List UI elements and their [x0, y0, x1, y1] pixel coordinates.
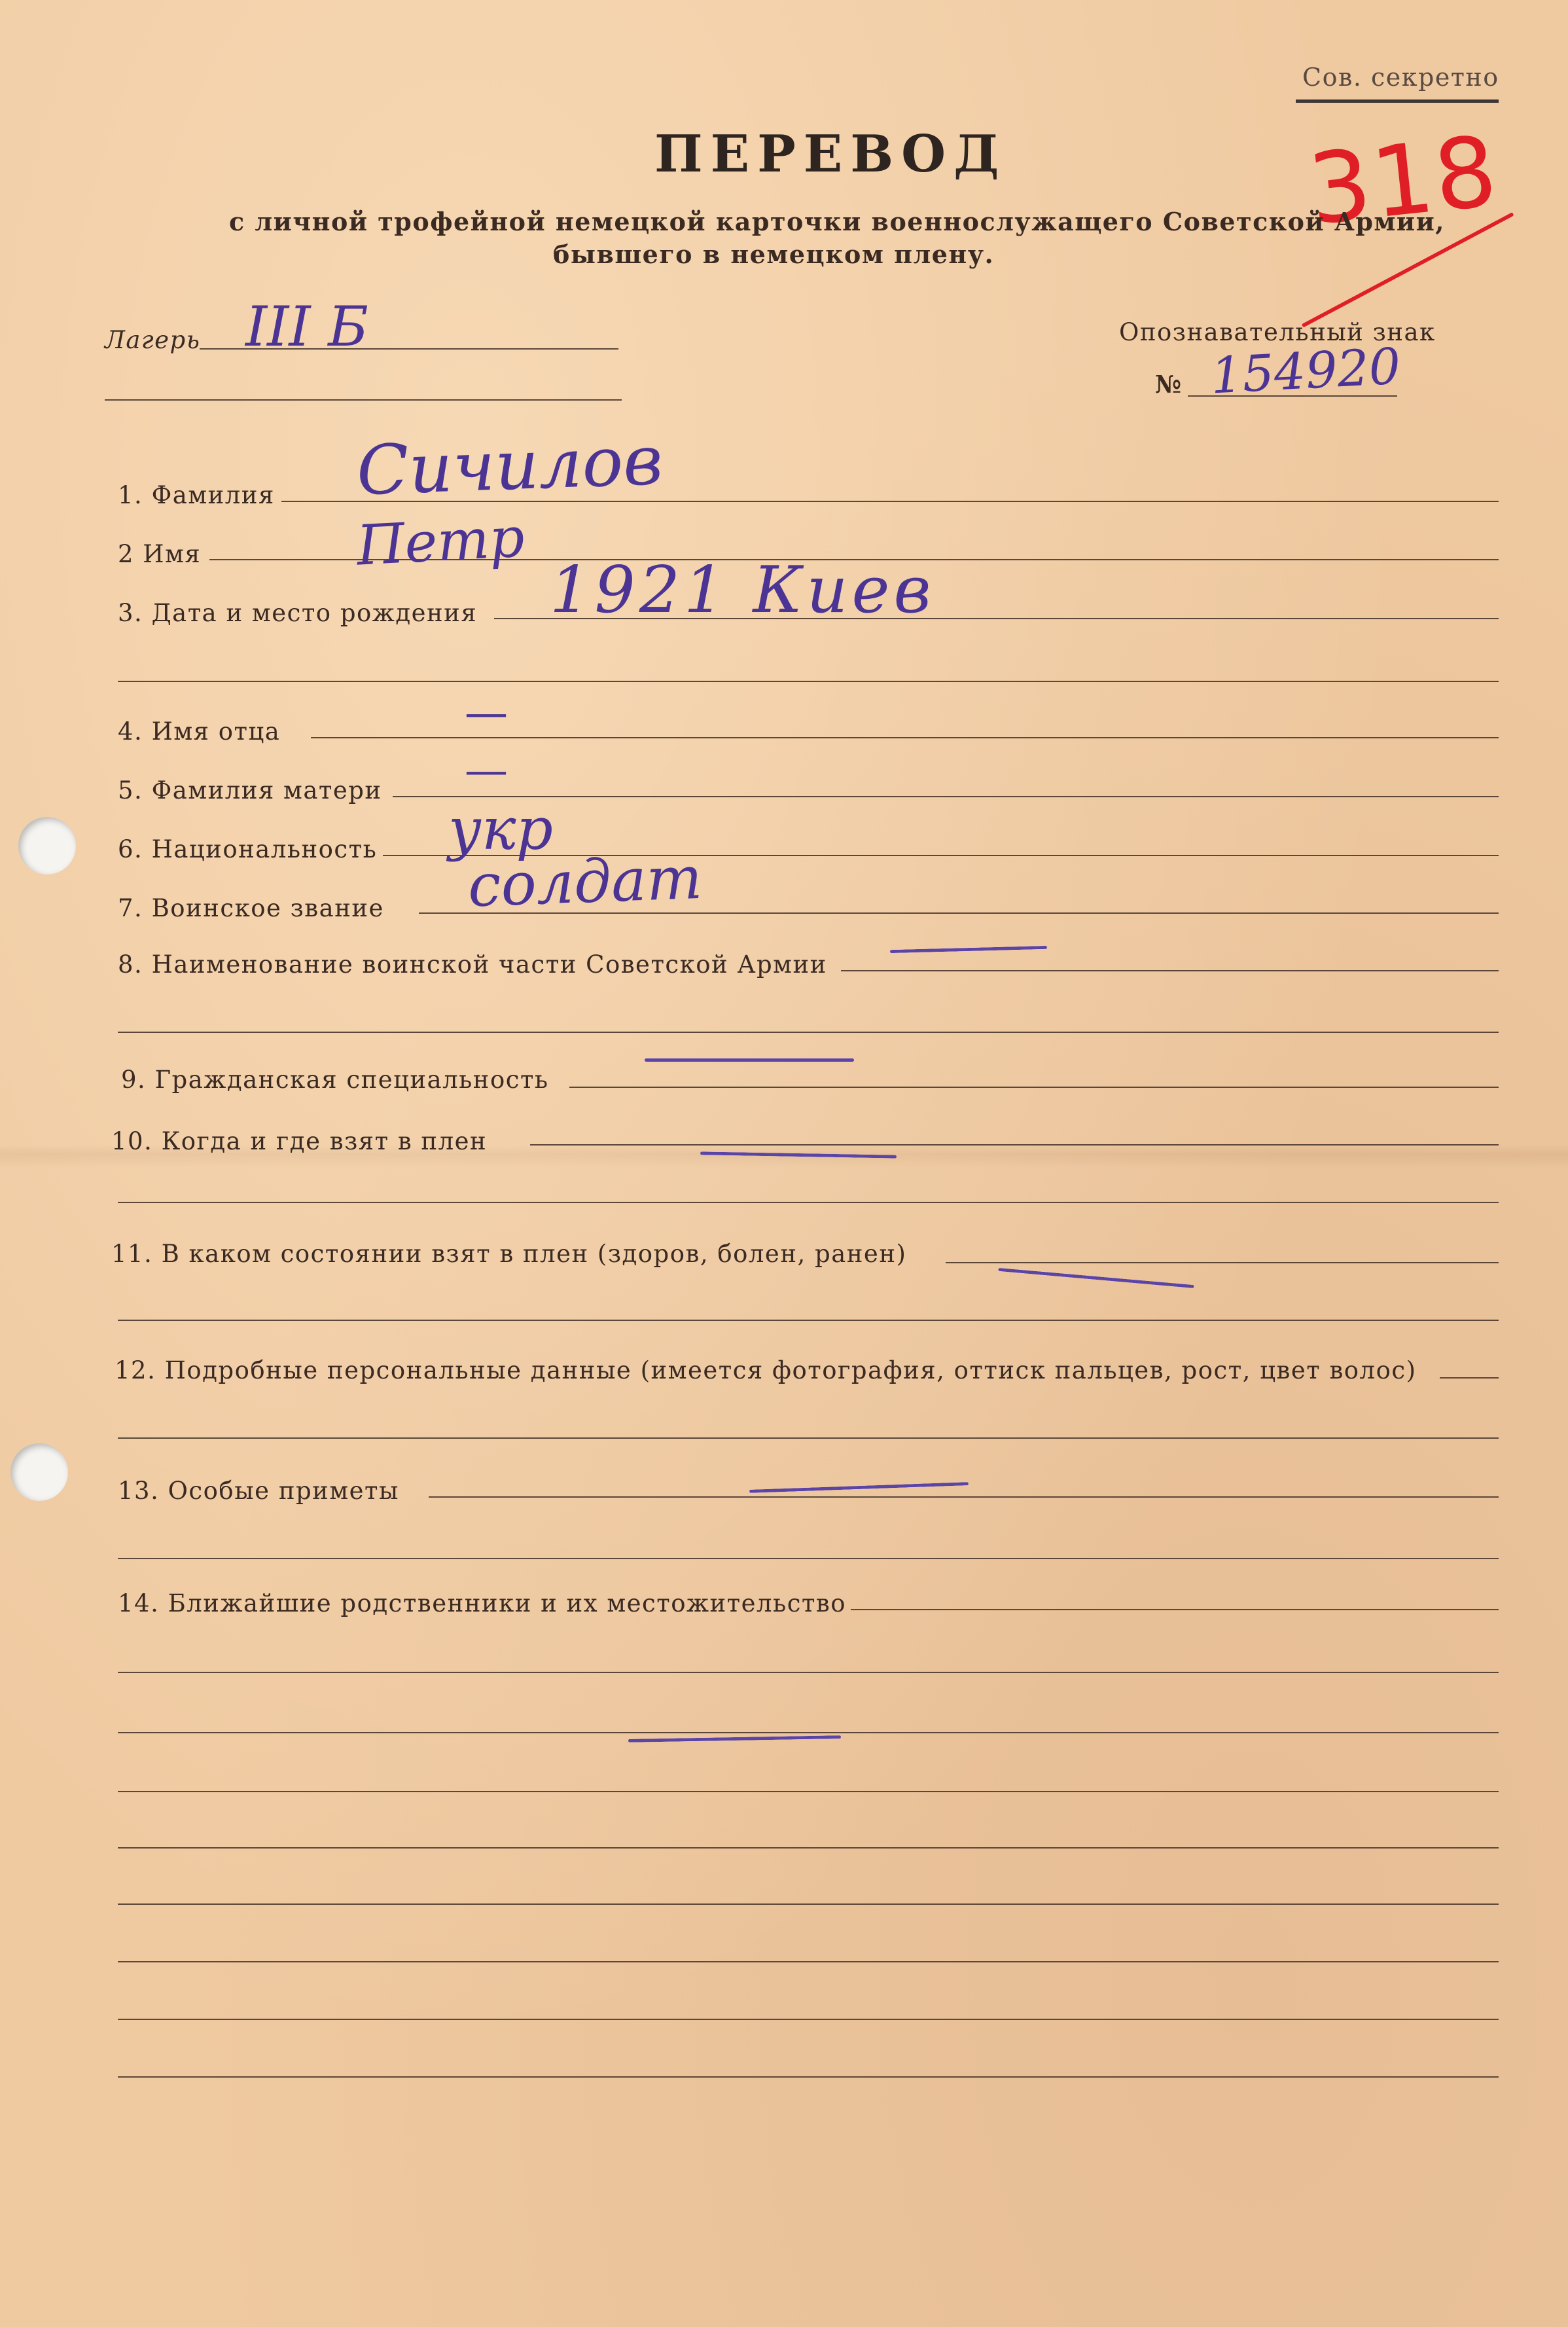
camp-line-2 [105, 399, 622, 401]
field-12-line-2 [118, 1437, 1499, 1439]
punch-hole-bottom [10, 1443, 68, 1501]
field-1-value: Сичилов [355, 420, 664, 511]
field-14-label: 14. Ближайшие родственники и их местожительство [118, 1589, 846, 1617]
field-1-label: 1. Фамилия [118, 481, 275, 509]
field-4-value: — [465, 687, 508, 738]
field-10-line-2 [118, 1202, 1499, 1203]
stamp-number: 318 [1303, 115, 1503, 247]
field-7-value: солдат [467, 843, 704, 921]
subtitle-line-1: с личной трофейной немецкой карточки военнослужащего Советской Армии, [229, 207, 1446, 236]
field-14-line [851, 1609, 1499, 1610]
id-number-value: 154920 [1209, 336, 1402, 405]
field-11-line-2 [118, 1320, 1499, 1321]
camp-label: Лагерь [105, 326, 201, 354]
field-6-value: укр [448, 795, 553, 863]
punch-hole-top [18, 817, 76, 875]
blank-line-1 [118, 1672, 1499, 1673]
field-8-line-2 [118, 1032, 1499, 1033]
field-9-label: 9. Гражданская специальность [121, 1066, 549, 1094]
blank-line-6 [118, 1961, 1499, 1962]
field-13-line [429, 1496, 1499, 1498]
blank-line-2 [118, 1732, 1499, 1733]
field-8-line [841, 970, 1499, 971]
classification-underline [1296, 99, 1499, 103]
field-9-dash [645, 1058, 854, 1062]
field-11-line [946, 1262, 1499, 1263]
field-8-dash [890, 946, 1047, 953]
blank-line-3 [118, 1791, 1499, 1792]
field-3-value: 1921 Киев [550, 553, 935, 628]
field-11-label: 11. В каком состоянии взят в плен (здоров, болен, ранен) [111, 1240, 907, 1268]
field-2-value: Петр [355, 505, 526, 578]
field-10-line [530, 1144, 1499, 1145]
field-2-label: 2 Имя [118, 540, 202, 568]
number-sign: № [1155, 370, 1183, 399]
subtitle-line-2: бывшего в немецком плену. [553, 240, 995, 269]
field-13-line-2 [118, 1558, 1499, 1559]
camp-value: III Б [245, 295, 368, 359]
field-12-label: 12. Подробные персональные данные (имеется фотография, оттиск пальцев, рост, цвет волос) [115, 1356, 1417, 1384]
classification-label: Сов. секретно [1302, 63, 1499, 92]
field-5-value: — [465, 745, 508, 795]
page-title: ПЕРЕВОД [654, 124, 1007, 184]
field-10-dash [700, 1151, 897, 1158]
blank-line-4 [118, 1847, 1499, 1849]
field-5-line [393, 796, 1499, 797]
field-11-dash [998, 1268, 1194, 1288]
field-7-label: 7. Воинское звание [118, 894, 384, 922]
field-8-label: 8. Наименование воинской части Советской Армии [118, 950, 827, 979]
field-6-label: 6. Национальность [118, 835, 378, 863]
id-mark-label: Опознавательный знак [1119, 318, 1436, 346]
field-10-label: 10. Когда и где взят в плен [111, 1127, 488, 1155]
field-3-line-2 [118, 681, 1499, 682]
field-9-line [569, 1087, 1499, 1088]
field-12-line [1440, 1377, 1499, 1379]
field-4-label: 4. Имя отца [118, 717, 281, 746]
field-14-dash [628, 1735, 841, 1742]
blank-line-7 [118, 2019, 1499, 2020]
field-13-dash [749, 1482, 969, 1493]
field-13-label: 13. Особые приметы [118, 1477, 399, 1505]
field-3-label: 3. Дата и место рождения [118, 599, 478, 627]
blank-line-5 [118, 1903, 1499, 1905]
field-5-label: 5. Фамилия матери [118, 776, 382, 804]
blank-line-8 [118, 2076, 1499, 2078]
